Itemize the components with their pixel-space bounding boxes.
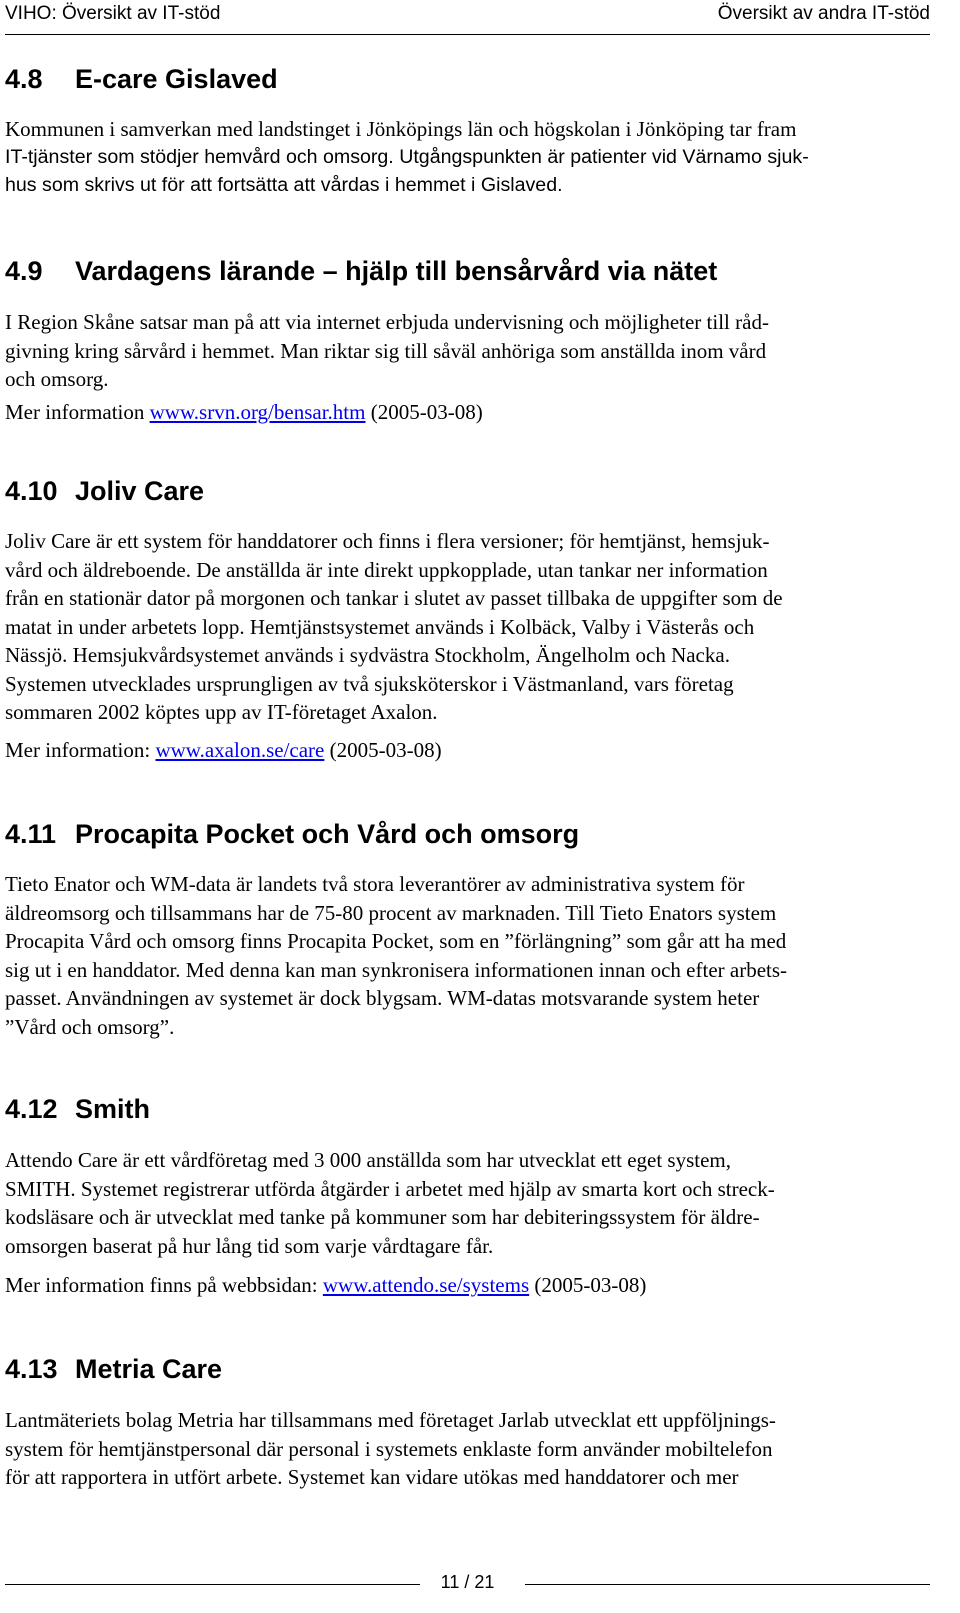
section-title: Smith: [75, 1094, 151, 1124]
section-number: 4.8: [5, 64, 43, 94]
section-body-4-11: [5, 870, 925, 1041]
body-line: från en stationär dator på morgonen och tankar i slutet av passet tillbaka de uppgifter som de: [5, 586, 783, 610]
section-heading-4-11: [5, 819, 579, 850]
section-number: 4.13: [5, 1354, 58, 1384]
header-right: Översikt av andra IT-stöd: [717, 3, 930, 24]
page-footer: [5, 1572, 930, 1600]
section-title: Joliv Care: [75, 476, 205, 506]
body-line: för att rapportera in utfört arbete. Systemet kan vidare utökas med handdatorer och mer: [5, 1465, 739, 1489]
section-number: 4.12: [5, 1094, 58, 1124]
body-line: och omsorg.: [5, 367, 109, 391]
body-line: sommaren 2002 köptes upp av IT-företaget Axalon.: [5, 700, 438, 724]
body-line: Joliv Care är ett system för handdatorer och finns i flera versioner; för hemtjänst, hemsjuk-: [5, 529, 770, 553]
section-number: 4.11: [5, 819, 57, 849]
body-line: Tieto Enator och WM-data är landets två stora leverantörer av administrativa system för: [5, 872, 745, 896]
section-heading-4-10: [5, 476, 204, 507]
body-line: Lantmäteriets bolag Metria har tillsammans med företaget Jarlab utvecklat ett uppföljnings-: [5, 1408, 776, 1432]
link-axalon[interactable]: www.axalon.se/care: [155, 738, 325, 762]
body-line: Systemen utvecklades ursprungligen av två sjuksköterskor i Västmanland, vars företag: [5, 671, 734, 696]
more-info-date: (2005-03-08): [324, 738, 442, 762]
section-title: E-care Gislaved: [75, 64, 278, 94]
header-left: VIHO: Översikt av IT-stöd: [5, 3, 221, 24]
link-attendo[interactable]: www.attendo.se/systems: [322, 1273, 530, 1297]
body-line: passet. Användningen av systemet är dock blygsam. WM-datas motsvarande system heter: [5, 986, 760, 1010]
section-heading-4-13: [5, 1354, 222, 1385]
section-number: 4.9: [5, 256, 43, 286]
body-line: I Region Skåne satsar man på att via internet erbjuda undervisning och möjligheter till råd-: [5, 310, 769, 334]
body-line: vård och äldreboende. De anställda är inte direkt uppkopplade, utan tankar ner information: [5, 557, 768, 582]
body-line: Procapita Vård och omsorg finns Procapita Pocket, som en ”förlängning” som går att ha med: [5, 929, 787, 953]
section-body-4-10: [5, 527, 925, 727]
body-line: ”Vård och omsorg”.: [5, 1014, 175, 1039]
section-heading-4-8: [5, 64, 278, 95]
section-number: 4.10: [5, 476, 58, 506]
body-line: system för hemtjänstpersonal där personal i systemets enklaste form använder mobiltelefon: [5, 1436, 773, 1461]
footer-rule-right: [525, 1584, 930, 1585]
section-body-4-13: [5, 1406, 925, 1492]
section-title: Procapita Pocket och Vård och omsorg: [75, 819, 580, 849]
body-line: IT-tjänster som stödjer hemvård och omsorg. Utgångspunkten är patienter vid Värnamo sjuk-: [5, 146, 809, 168]
more-info-prefix: Mer information:: [5, 738, 156, 762]
more-info-date: (2005-03-08): [365, 400, 483, 424]
more-info-4-12: [5, 1271, 925, 1300]
body-line: Attendo Care är ett vårdföretag med 3 000 anställda som har utvecklat ett eget system,: [5, 1148, 732, 1172]
more-info-date: (2005-03-08): [529, 1273, 647, 1297]
section-title: Vardagens lärande – hjälp till bensårvård via nätet: [75, 256, 718, 286]
page-header: [5, 0, 930, 35]
section-title: Metria Care: [75, 1354, 223, 1384]
body-line: Kommunen i samverkan med landstinget i Jönköpings län och högskolan i Jönköping tar fram: [5, 117, 797, 141]
page-number: 11 / 21: [440, 1572, 495, 1592]
section-body-4-9: [5, 308, 925, 394]
link-srvn[interactable]: www.srvn.org/bensar.htm: [149, 400, 366, 424]
section-body-4-12: [5, 1146, 925, 1260]
section-body-4-8: [5, 115, 925, 144]
section-body-4-8-cont: [5, 143, 925, 200]
section-heading-4-12: [5, 1094, 150, 1125]
body-line: givning kring sårvård i hemmet. Man riktar sig till såväl anhöriga som anställda inom vård: [5, 338, 767, 363]
body-line: Nässjö. Hemsjukvårdsystemet används i sydvästra Stockholm, Ängelholm och Nacka.: [5, 643, 730, 667]
more-info-4-10: [5, 736, 925, 765]
more-info-prefix: Mer information finns på webbsidan:: [5, 1273, 323, 1297]
body-line: hus som skrivs ut för att fortsätta att vårdas i hemmet i Gislaved.: [5, 174, 563, 197]
more-info-4-9: [5, 398, 925, 427]
more-info-prefix: Mer information: [5, 400, 150, 424]
body-line: äldreomsorg och tillsammans har de 75-80 procent av marknaden. Till Tieto Enators system: [5, 900, 777, 925]
section-heading-4-9: [5, 256, 717, 287]
body-line: matat in under arbetets lopp. Hemtjänstsystemet används i Kolbäck, Valby i Västerås och: [5, 614, 755, 639]
body-line: omsorgen baserat på hur lång tid som varje vårdtagare får.: [5, 1233, 494, 1258]
body-line: kodsläsare och är utvecklat med tanke på kommuner som har debiteringssystem för äldre-: [5, 1205, 760, 1229]
body-line: sig ut i en handdator. Med denna kan man synkronisera informationen innan och efter arbets-: [5, 957, 788, 982]
body-line: SMITH. Systemet registrerar utförda åtgärder i arbetet med hjälp av smarta kort och streck-: [5, 1176, 775, 1201]
